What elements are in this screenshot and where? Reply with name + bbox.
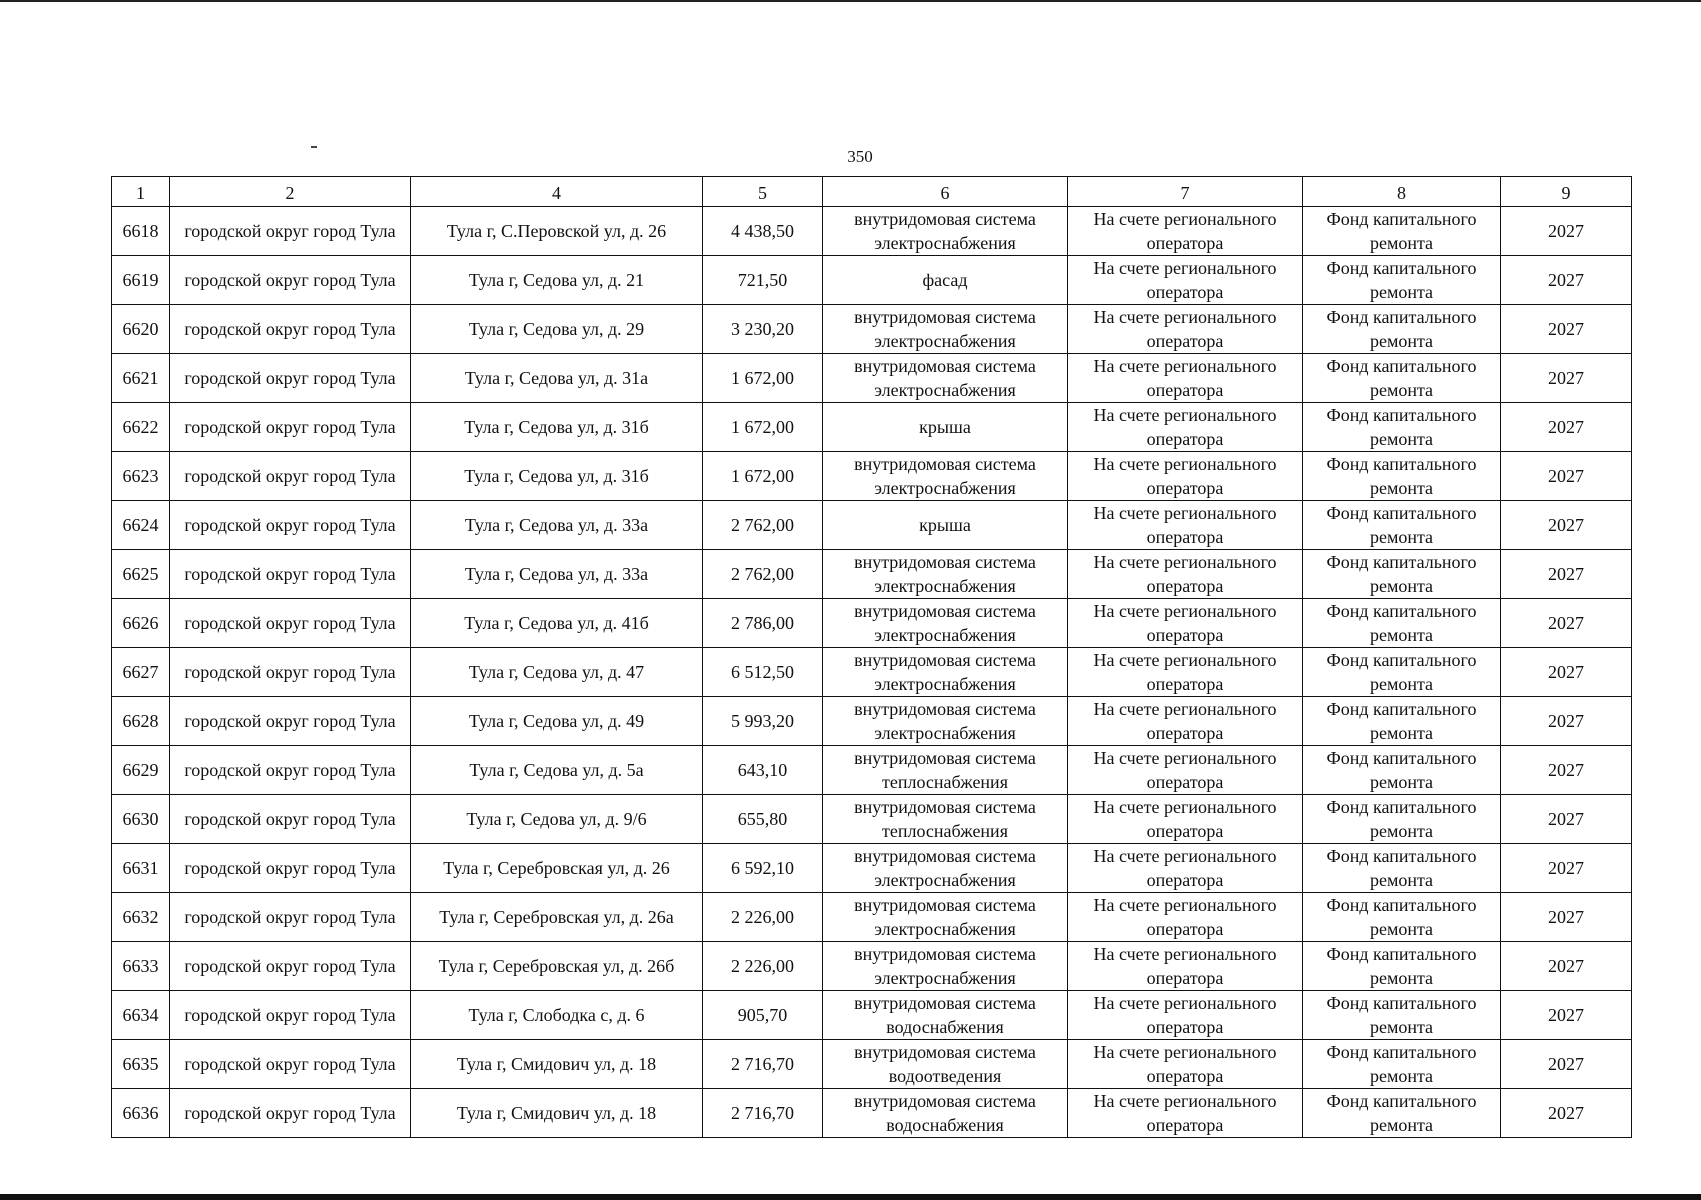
year-cell: 2027 — [1501, 256, 1632, 305]
address-cell: Тула г, Седова ул, д. 31б — [411, 403, 703, 452]
year-cell: 2027 — [1501, 550, 1632, 599]
page-number: 350 — [847, 147, 873, 166]
address-cell: Тула г, Седова ул, д. 21 — [411, 256, 703, 305]
address-cell: Тула г, Слободка с, д. 6 — [411, 991, 703, 1040]
address-cell: Тула г, Седова ул, д. 47 — [411, 648, 703, 697]
table-row — [112, 1040, 1632, 1089]
funding-source-cell: Фонд капитального ремонта — [1303, 452, 1501, 501]
row-number-cell: 6620 — [112, 305, 170, 354]
work-type-cell: внутридомовая система электроснабжения — [823, 452, 1068, 501]
row-number-cell: 6625 — [112, 550, 170, 599]
year-cell: 2027 — [1501, 844, 1632, 893]
work-type-cell: фасад — [823, 256, 1068, 305]
table-row — [112, 305, 1632, 354]
work-type-cell: внутридомовая система электроснабжения — [823, 844, 1068, 893]
year-cell: 2027 — [1501, 354, 1632, 403]
col-header: 7 — [1068, 177, 1303, 207]
table-row — [112, 746, 1632, 795]
year-cell: 2027 — [1501, 1040, 1632, 1089]
cost-cell: 721,50 — [703, 256, 823, 305]
cost-cell: 1 672,00 — [703, 403, 823, 452]
address-cell: Тула г, Серебровская ул, д. 26 — [411, 844, 703, 893]
row-number-cell: 6632 — [112, 893, 170, 942]
funding-source-cell: Фонд капитального ремонта — [1303, 207, 1501, 256]
account-cell: На счете регионального оператора — [1068, 648, 1303, 697]
address-cell: Тула г, Серебровская ул, д. 26б — [411, 942, 703, 991]
work-type-cell: крыша — [823, 501, 1068, 550]
table-row — [112, 795, 1632, 844]
col-header: 9 — [1501, 177, 1632, 207]
year-cell: 2027 — [1501, 893, 1632, 942]
municipality-cell: городской округ город Тула — [170, 305, 411, 354]
year-cell: 2027 — [1501, 403, 1632, 452]
cost-cell: 905,70 — [703, 991, 823, 1040]
capital-repair-table — [111, 176, 1632, 1138]
address-cell: Тула г, Смидович ул, д. 18 — [411, 1089, 703, 1138]
account-cell: На счете регионального оператора — [1068, 1040, 1303, 1089]
work-type-cell: внутридомовая система электроснабжения — [823, 697, 1068, 746]
row-number-cell: 6626 — [112, 599, 170, 648]
municipality-cell: городской округ город Тула — [170, 550, 411, 599]
account-cell: На счете регионального оператора — [1068, 1089, 1303, 1138]
row-number-cell: 6623 — [112, 452, 170, 501]
account-cell: На счете регионального оператора — [1068, 501, 1303, 550]
work-type-cell: внутридомовая система водоснабжения — [823, 991, 1068, 1040]
account-cell: На счете регионального оператора — [1068, 354, 1303, 403]
cost-cell: 2 716,70 — [703, 1089, 823, 1138]
work-type-cell: внутридомовая система водоснабжения — [823, 1089, 1068, 1138]
cost-cell: 6 592,10 — [703, 844, 823, 893]
funding-source-cell: Фонд капитального ремонта — [1303, 746, 1501, 795]
table-row — [112, 844, 1632, 893]
work-type-cell: внутридомовая система электроснабжения — [823, 550, 1068, 599]
year-cell: 2027 — [1501, 697, 1632, 746]
address-cell: Тула г, Седова ул, д. 49 — [411, 697, 703, 746]
address-cell: Тула г, Седова ул, д. 9/6 — [411, 795, 703, 844]
work-type-cell: крыша — [823, 403, 1068, 452]
cost-cell: 643,10 — [703, 746, 823, 795]
work-type-cell: внутридомовая система электроснабжения — [823, 599, 1068, 648]
municipality-cell: городской округ город Тула — [170, 893, 411, 942]
funding-source-cell: Фонд капитального ремонта — [1303, 648, 1501, 697]
address-cell: Тула г, Седова ул, д. 29 — [411, 305, 703, 354]
row-number-cell: 6634 — [112, 991, 170, 1040]
address-cell: Тула г, Седова ул, д. 31а — [411, 354, 703, 403]
row-number-cell: 6624 — [112, 501, 170, 550]
address-cell: Тула г, Седова ул, д. 41б — [411, 599, 703, 648]
account-cell: На счете регионального оператора — [1068, 746, 1303, 795]
row-number-cell: 6631 — [112, 844, 170, 893]
municipality-cell: городской округ город Тула — [170, 403, 411, 452]
account-cell: На счете регионального оператора — [1068, 550, 1303, 599]
municipality-cell: городской округ город Тула — [170, 599, 411, 648]
table-row — [112, 452, 1632, 501]
row-number-cell: 6629 — [112, 746, 170, 795]
work-type-cell: внутридомовая система теплоснабжения — [823, 795, 1068, 844]
work-type-cell: внутридомовая система теплоснабжения — [823, 746, 1068, 795]
municipality-cell: городской округ город Тула — [170, 452, 411, 501]
table-row — [112, 942, 1632, 991]
municipality-cell: городской округ город Тула — [170, 354, 411, 403]
table-row — [112, 501, 1632, 550]
funding-source-cell: Фонд капитального ремонта — [1303, 599, 1501, 648]
bottom-rule — [0, 1194, 1701, 1200]
work-type-cell: внутридомовая система электроснабжения — [823, 648, 1068, 697]
account-cell: На счете регионального оператора — [1068, 893, 1303, 942]
table-row — [112, 550, 1632, 599]
table-row — [112, 648, 1632, 697]
year-cell: 2027 — [1501, 795, 1632, 844]
table-row — [112, 256, 1632, 305]
account-cell: На счете регионального оператора — [1068, 942, 1303, 991]
col-header: 2 — [170, 177, 411, 207]
address-cell: Тула г, Седова ул, д. 33а — [411, 501, 703, 550]
row-number-cell: 6618 — [112, 207, 170, 256]
account-cell: На счете регионального оператора — [1068, 844, 1303, 893]
funding-source-cell: Фонд капитального ремонта — [1303, 501, 1501, 550]
cost-cell: 2 762,00 — [703, 501, 823, 550]
address-cell: Тула г, Седова ул, д. 5а — [411, 746, 703, 795]
row-number-cell: 6636 — [112, 1089, 170, 1138]
municipality-cell: городской округ город Тула — [170, 1089, 411, 1138]
funding-source-cell: Фонд капитального ремонта — [1303, 1089, 1501, 1138]
cost-cell: 4 438,50 — [703, 207, 823, 256]
account-cell: На счете регионального оператора — [1068, 305, 1303, 354]
funding-source-cell: Фонд капитального ремонта — [1303, 550, 1501, 599]
funding-source-cell: Фонд капитального ремонта — [1303, 1040, 1501, 1089]
cost-cell: 2 762,00 — [703, 550, 823, 599]
table-row — [112, 893, 1632, 942]
row-number-cell: 6635 — [112, 1040, 170, 1089]
cost-cell: 6 512,50 — [703, 648, 823, 697]
address-cell: Тула г, Седова ул, д. 31б — [411, 452, 703, 501]
municipality-cell: городской округ город Тула — [170, 648, 411, 697]
row-number-cell: 6627 — [112, 648, 170, 697]
municipality-cell: городской округ город Тула — [170, 697, 411, 746]
municipality-cell: городской округ город Тула — [170, 991, 411, 1040]
col-header: 6 — [823, 177, 1068, 207]
year-cell: 2027 — [1501, 942, 1632, 991]
year-cell: 2027 — [1501, 746, 1632, 795]
address-cell: Тула г, С.Перовской ул, д. 26 — [411, 207, 703, 256]
municipality-cell: городской округ город Тула — [170, 795, 411, 844]
table-row — [112, 403, 1632, 452]
year-cell: 2027 — [1501, 452, 1632, 501]
funding-source-cell: Фонд капитального ремонта — [1303, 697, 1501, 746]
municipality-cell: городской округ город Тула — [170, 256, 411, 305]
municipality-cell: городской округ город Тула — [170, 1040, 411, 1089]
col-header: 5 — [703, 177, 823, 207]
year-cell: 2027 — [1501, 305, 1632, 354]
work-type-cell: внутридомовая система водоотведения — [823, 1040, 1068, 1089]
cost-cell: 5 993,20 — [703, 697, 823, 746]
col-header: 4 — [411, 177, 703, 207]
account-cell: На счете регионального оператора — [1068, 697, 1303, 746]
cost-cell: 1 672,00 — [703, 354, 823, 403]
row-number-cell: 6633 — [112, 942, 170, 991]
cost-cell: 2 716,70 — [703, 1040, 823, 1089]
cost-cell: 2 226,00 — [703, 893, 823, 942]
header-row — [112, 177, 1632, 207]
year-cell: 2027 — [1501, 991, 1632, 1040]
cost-cell: 655,80 — [703, 795, 823, 844]
table-row — [112, 599, 1632, 648]
address-cell: Тула г, Серебровская ул, д. 26а — [411, 893, 703, 942]
table-body — [112, 207, 1632, 1138]
account-cell: На счете регионального оператора — [1068, 403, 1303, 452]
funding-source-cell: Фонд капитального ремонта — [1303, 403, 1501, 452]
work-type-cell: внутридомовая система электроснабжения — [823, 207, 1068, 256]
account-cell: На счете регионального оператора — [1068, 452, 1303, 501]
funding-source-cell: Фонд капитального ремонта — [1303, 844, 1501, 893]
address-cell: Тула г, Седова ул, д. 33а — [411, 550, 703, 599]
account-cell: На счете регионального оператора — [1068, 207, 1303, 256]
year-cell: 2027 — [1501, 599, 1632, 648]
cost-cell: 1 672,00 — [703, 452, 823, 501]
account-cell: На счете регионального оператора — [1068, 991, 1303, 1040]
table-row — [112, 697, 1632, 746]
funding-source-cell: Фонд капитального ремонта — [1303, 795, 1501, 844]
funding-source-cell: Фонд капитального ремонта — [1303, 893, 1501, 942]
row-number-cell: 6621 — [112, 354, 170, 403]
row-number-cell: 6628 — [112, 697, 170, 746]
account-cell: На счете регионального оператора — [1068, 795, 1303, 844]
col-header: 1 — [112, 177, 170, 207]
cost-cell: 3 230,20 — [703, 305, 823, 354]
row-number-cell: 6619 — [112, 256, 170, 305]
row-number-cell: 6622 — [112, 403, 170, 452]
year-cell: 2027 — [1501, 648, 1632, 697]
work-type-cell: внутридомовая система электроснабжения — [823, 354, 1068, 403]
work-type-cell: внутридомовая система электроснабжения — [823, 942, 1068, 991]
municipality-cell: городской округ город Тула — [170, 844, 411, 893]
cost-cell: 2 226,00 — [703, 942, 823, 991]
municipality-cell: городской округ город Тула — [170, 207, 411, 256]
row-number-cell: 6630 — [112, 795, 170, 844]
col-header: 8 — [1303, 177, 1501, 207]
municipality-cell: городской округ город Тула — [170, 501, 411, 550]
address-cell: Тула г, Смидович ул, д. 18 — [411, 1040, 703, 1089]
funding-source-cell: Фонд капитального ремонта — [1303, 991, 1501, 1040]
cost-cell: 2 786,00 — [703, 599, 823, 648]
table-row — [112, 354, 1632, 403]
work-type-cell: внутридомовая система электроснабжения — [823, 305, 1068, 354]
account-cell: На счете регионального оператора — [1068, 599, 1303, 648]
funding-source-cell: Фонд капитального ремонта — [1303, 305, 1501, 354]
table-row — [112, 991, 1632, 1040]
municipality-cell: городской округ город Тула — [170, 942, 411, 991]
work-type-cell: внутридомовая система электроснабжения — [823, 893, 1068, 942]
stray-mark — [311, 146, 317, 148]
funding-source-cell: Фонд капитального ремонта — [1303, 256, 1501, 305]
table-row — [112, 1089, 1632, 1138]
table-row — [112, 207, 1632, 256]
top-rule — [0, 0, 1701, 2]
year-cell: 2027 — [1501, 1089, 1632, 1138]
year-cell: 2027 — [1501, 207, 1632, 256]
year-cell: 2027 — [1501, 501, 1632, 550]
funding-source-cell: Фонд капитального ремонта — [1303, 942, 1501, 991]
municipality-cell: городской округ город Тула — [170, 746, 411, 795]
account-cell: На счете регионального оператора — [1068, 256, 1303, 305]
funding-source-cell: Фонд капитального ремонта — [1303, 354, 1501, 403]
